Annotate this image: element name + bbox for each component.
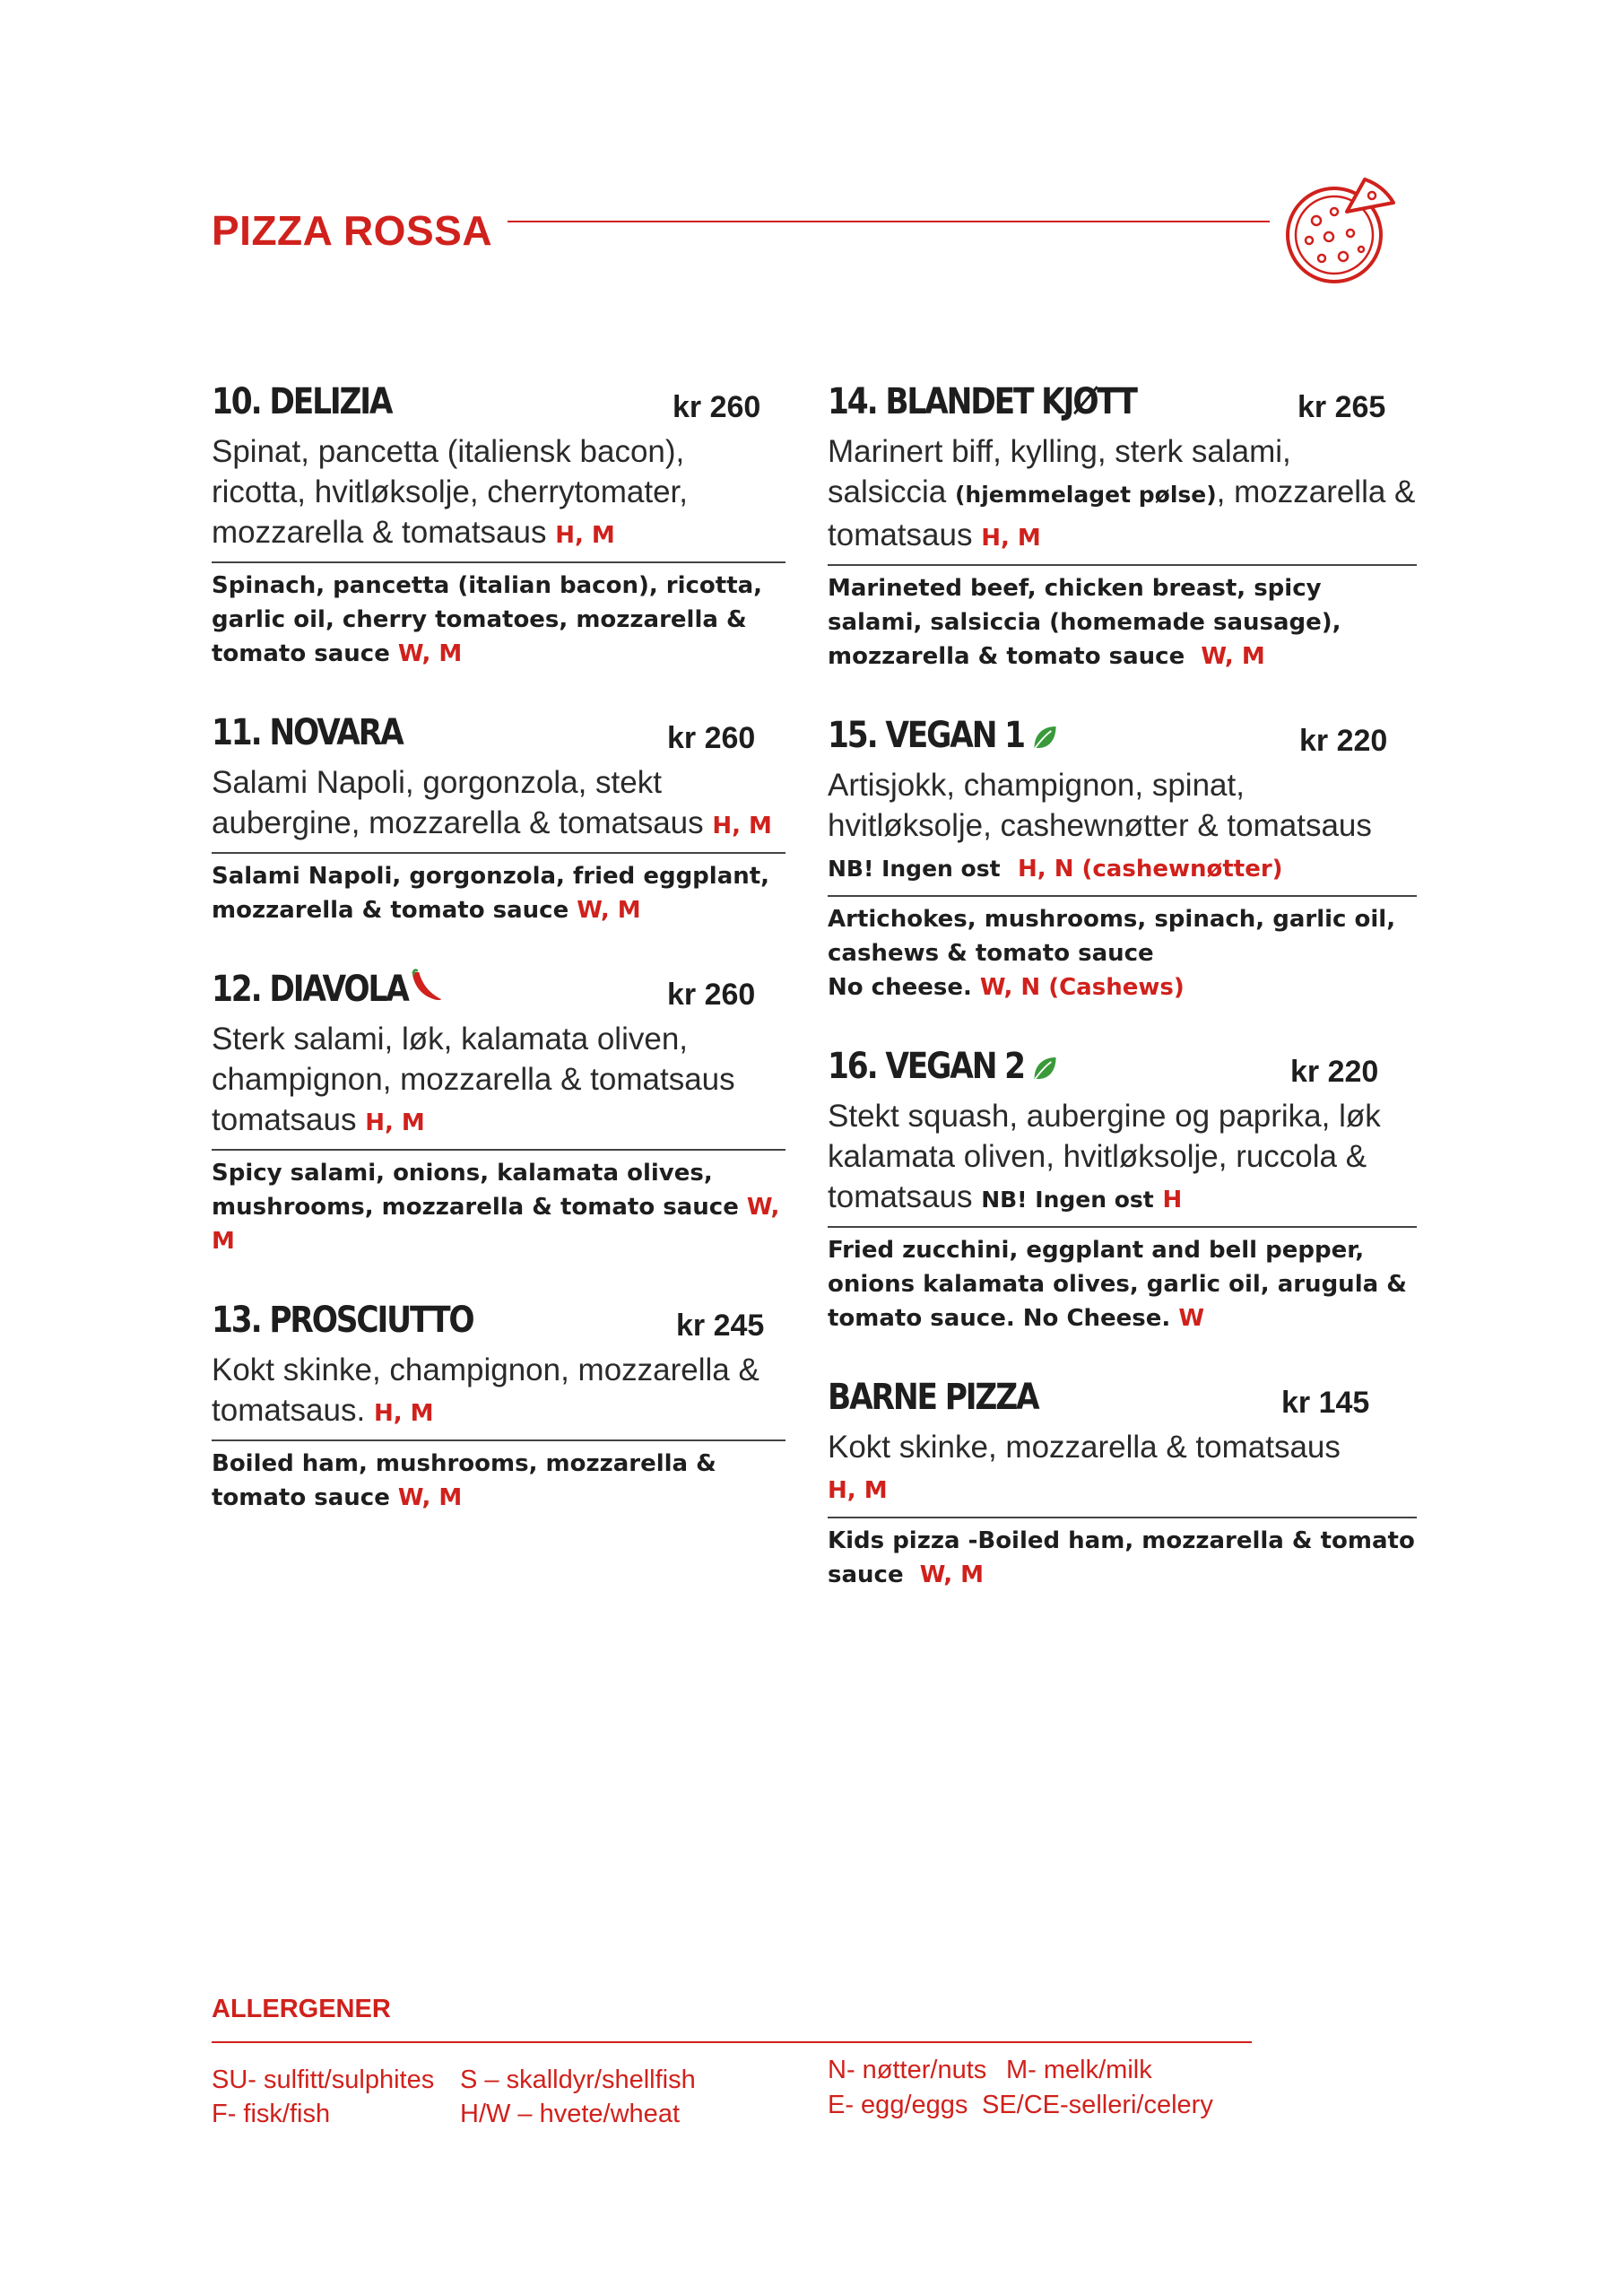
allergen-codes: W, M: [919, 1561, 985, 1588]
page-title: PIZZA ROSSA: [212, 207, 493, 254]
menu-item: [828, 1377, 1417, 1592]
item-description-en: Fried zucchini, eggplant and bell pepper, onions kalamata olives, garlic oil, arugula & tomato sauce. No Cheese. W: [828, 1237, 1407, 1332]
leaf-icon: [1032, 1055, 1058, 1082]
item-description-no: Stekt squash, aubergine og paprika, løk kalamata oliven, hvitløksolje, ruccola & tomatsaus NB! Ingen ost H: [828, 1096, 1417, 1228]
leaf-icon: [1032, 724, 1058, 751]
item-price: kr 265: [1298, 390, 1386, 424]
item-description-en: Spicy salami, onions, kalamata olives, mushrooms, mozzarella & tomato sauce W, M: [212, 1160, 780, 1255]
allergen-codes: W, M: [577, 897, 641, 924]
item-name: 12. DIAVOLA: [212, 969, 443, 1010]
item-description-en: Boiled ham, mushrooms, mozzarella & tomato sauce W, M: [212, 1450, 716, 1511]
item-description-no: Artisjokk, champignon, spinat, hvitløksolje, cashewnøtter & tomatsaus NB! Ingen ost H, N (cashewnøtter): [828, 765, 1417, 897]
allergen-codes: H, M: [365, 1109, 425, 1136]
item-name: 10. DELIZIA: [212, 381, 392, 422]
title-divider: [508, 221, 1270, 222]
menu-column-left: [212, 381, 785, 1556]
allergen-codes: H, M: [712, 813, 772, 839]
item-name: 11. NOVARA: [212, 712, 403, 753]
menu-item: [828, 381, 1417, 674]
chili-icon: [409, 969, 443, 1004]
allergens-title: ALLERGENER: [212, 1995, 391, 2023]
allergen-legend-entry: M- melk/milk: [1006, 2056, 1152, 2084]
item-description-no: Marinert biff, kylling, sterk salami, salsiccia (hjemmelaget pølse), mozzarella & tomatsaus H, M: [828, 431, 1417, 566]
item-description-no: Sterk salami, løk, kalamata oliven, champignon, mozzarella & tomatsaus tomatsaus H, M: [212, 1019, 785, 1151]
allergen-codes: H, M: [828, 1477, 888, 1504]
item-price: kr 260: [667, 721, 756, 755]
item-name: 14. BLANDET KJØTT: [828, 381, 1136, 422]
item-description-no: Spinat, pancetta (italiensk bacon), ricotta, hvitløksolje, cherrytomater, mozzarella & tomatsaus H, M: [212, 431, 785, 563]
item-description-en: Kids pizza -Boiled ham, mozzarella & tomato sauce W, M: [828, 1527, 1415, 1588]
menu-column-right: [828, 381, 1417, 1633]
item-price: kr 260: [673, 390, 761, 424]
allergen-legend-entry: H/W – hvete/wheat: [460, 2100, 680, 2128]
allergen-legend-entry: SU- sulfitt/sulphites: [212, 2066, 435, 2094]
item-price: kr 220: [1299, 724, 1388, 758]
allergen-legend-entry: SE/CE-selleri/celery: [982, 2091, 1213, 2119]
allergen-codes: W, N (Cashews): [979, 974, 1185, 1001]
allergen-codes: H, N (cashewnøtter): [1018, 856, 1283, 883]
allergen-codes: W, M: [212, 1194, 780, 1255]
item-name: BARNE PIZZA: [828, 1377, 1038, 1418]
allergens-divider: [212, 2041, 1252, 2043]
item-name: 15. VEGAN 1: [828, 715, 1058, 756]
item-price: kr 260: [667, 978, 756, 1012]
item-description-en: Spinach, pancetta (italian bacon), ricotta, garlic oil, cherry tomatoes, mozzarella & tomato sauce W, M: [212, 572, 763, 667]
allergen-codes: W: [1178, 1305, 1205, 1332]
menu-item: [828, 715, 1417, 1004]
allergen-codes: W, M: [397, 640, 463, 667]
allergen-codes: H, M: [981, 525, 1041, 552]
item-description-en: Marineted beef, chicken breast, spicy salami, salsiccia (homemade sausage), mozzarella & tomato sauce W, M: [828, 575, 1341, 670]
allergen-codes: H: [1162, 1187, 1183, 1213]
allergen-legend-entry: E- egg/eggs: [828, 2091, 968, 2119]
menu-item: [212, 969, 785, 1258]
menu-item: [212, 381, 785, 671]
allergen-codes: H, M: [373, 1400, 434, 1427]
allergen-codes: W, M: [397, 1484, 463, 1511]
pizza-slice-icon: [1282, 176, 1399, 285]
item-description-no: Salami Napoli, gorgonzola, stekt aubergine, mozzarella & tomatsaus H, M: [212, 762, 785, 854]
item-name: 16. VEGAN 2: [828, 1046, 1058, 1087]
item-description-no: Kokt skinke, mozzarella & tomatsaus H, M: [828, 1427, 1417, 1518]
menu-item: [212, 1300, 785, 1515]
allergen-codes: W, M: [1201, 643, 1265, 670]
item-name: 13. PROSCIUTTO: [212, 1300, 473, 1341]
allergen-codes: H, M: [555, 522, 615, 549]
allergen-legend-entry: F- fisk/fish: [212, 2100, 331, 2128]
item-price: kr 145: [1281, 1386, 1370, 1420]
menu-item: [212, 712, 785, 927]
item-description-en: Artichokes, mushrooms, spinach, garlic oil, cashews & tomato sauce No cheese. W, N (Cashews): [828, 906, 1396, 1001]
item-price: kr 220: [1290, 1055, 1379, 1089]
menu-item: [828, 1046, 1417, 1335]
item-price: kr 245: [676, 1309, 765, 1343]
item-description-en: Salami Napoli, gorgonzola, fried eggplant, mozzarella & tomato sauce W, M: [212, 863, 770, 924]
allergen-legend-entry: S – skalldyr/shellfish: [460, 2066, 696, 2094]
item-description-no: Kokt skinke, champignon, mozzarella & tomatsaus. H, M: [212, 1350, 785, 1441]
allergen-legend-entry: N- nøtter/nuts: [828, 2056, 987, 2084]
